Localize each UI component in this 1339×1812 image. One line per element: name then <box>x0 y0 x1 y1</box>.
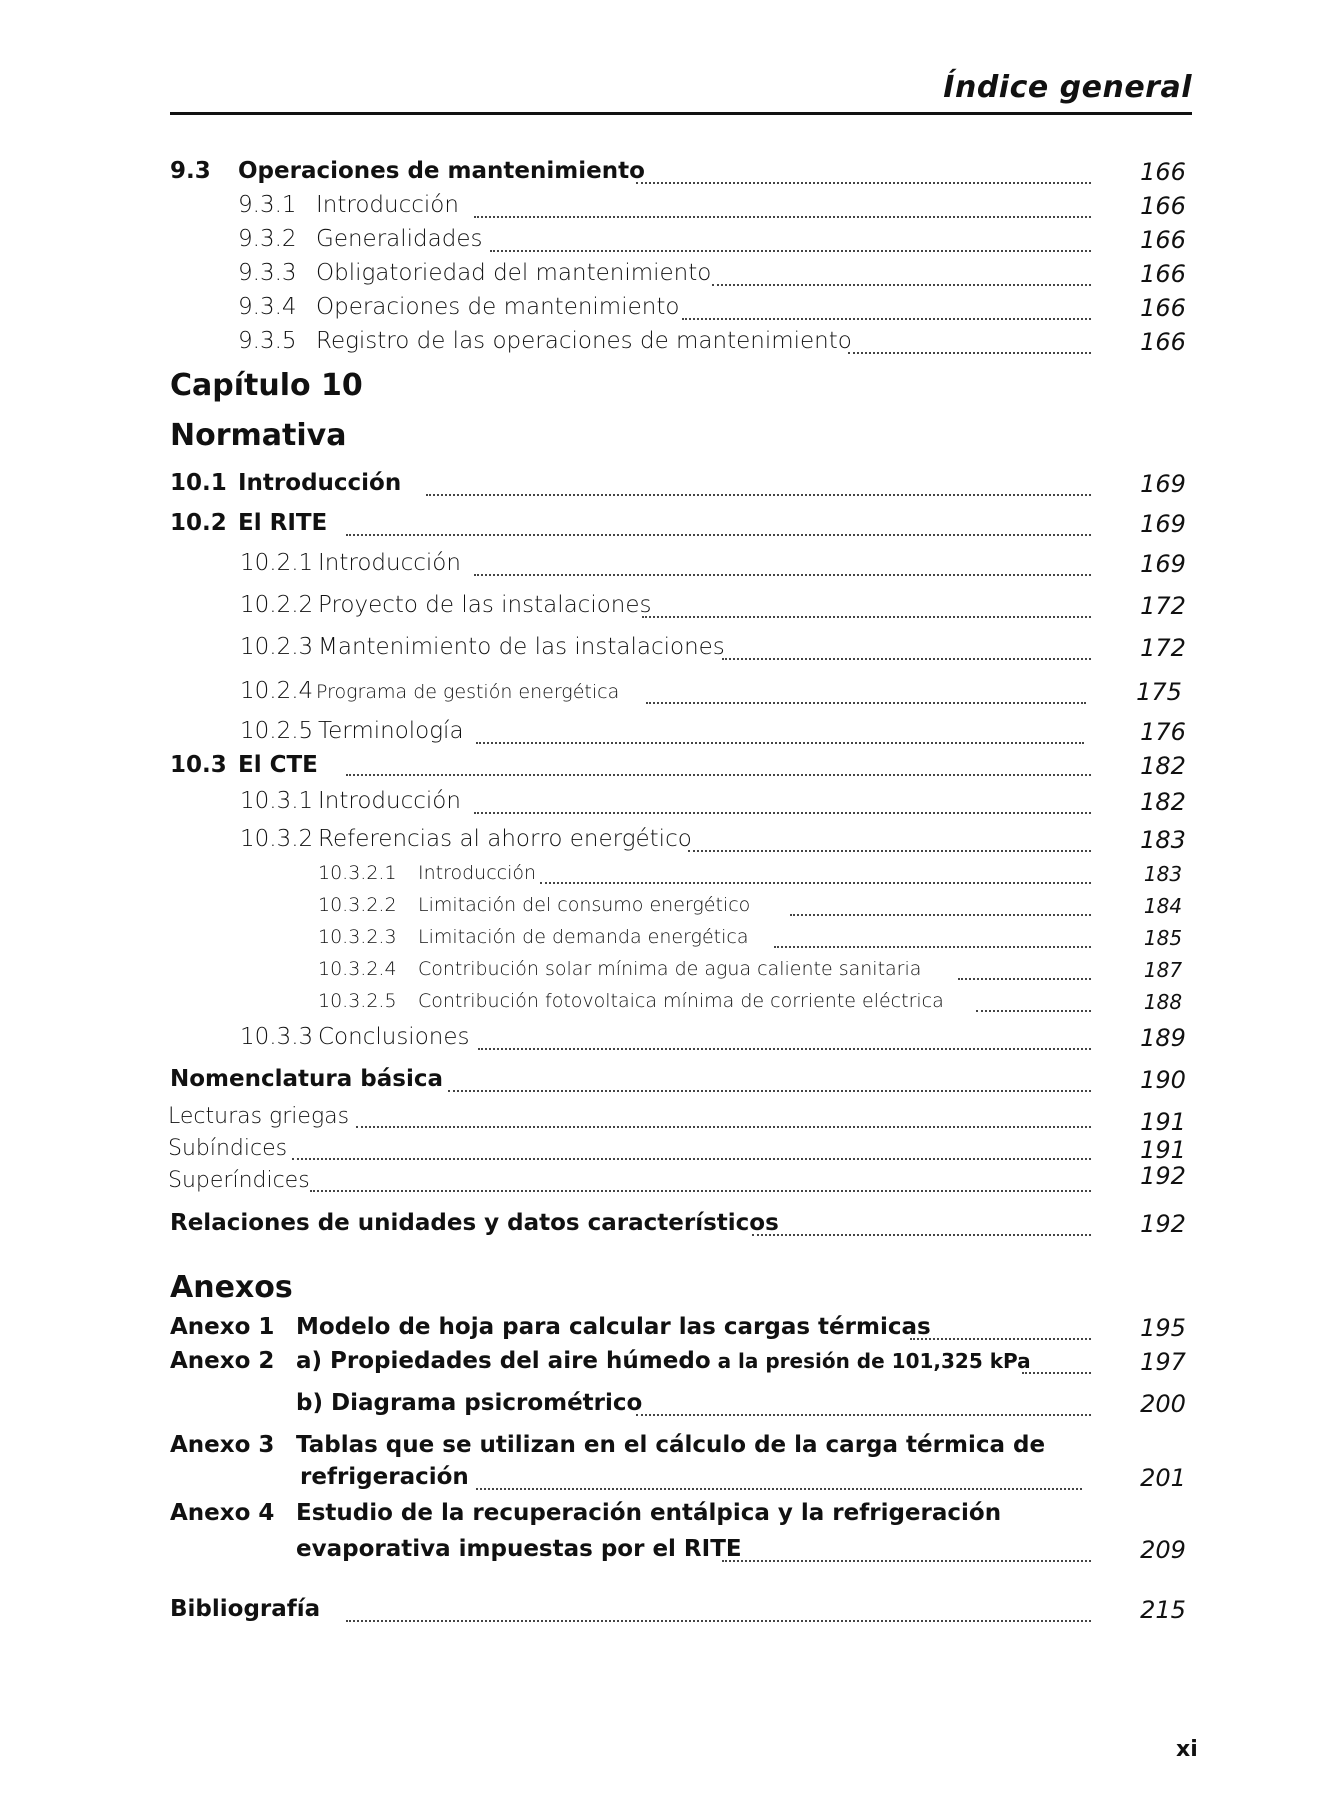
toc-entry-number: 9.3 <box>170 158 211 184</box>
toc-entry-number: 10.3.2 <box>240 826 314 852</box>
toc-entry-superindices[interactable] <box>0 1162 1339 1198</box>
toc-entry-title: Referencias al ahorro energético <box>318 826 692 852</box>
toc-entry-9-3-4[interactable] <box>0 294 1339 324</box>
dot-leader <box>478 1048 1091 1050</box>
dot-leader <box>682 318 1091 320</box>
toc-entry-number: 10.2.4 <box>240 678 314 704</box>
toc-entry-page: 195 <box>1140 1314 1186 1342</box>
toc-entry-title: Registro de las operaciones de mantenimiento <box>316 328 852 354</box>
toc-entry-10-2-2[interactable] <box>0 592 1339 622</box>
toc-entry-10-2-3[interactable] <box>0 634 1339 664</box>
toc-entry-number: 10.2.1 <box>240 550 314 576</box>
toc-entry-title: Conclusiones <box>318 1024 470 1050</box>
dot-leader <box>346 1620 1091 1622</box>
toc-entry-page: 175 <box>1136 678 1182 706</box>
annex-label: Anexo 1 <box>170 1314 275 1340</box>
toc-entry-title: Superíndices <box>168 1168 310 1193</box>
page-number: xi <box>1176 1737 1198 1762</box>
dot-leader <box>910 1338 1091 1340</box>
toc-entry-title: Subíndices <box>168 1136 288 1161</box>
dot-leader <box>976 1010 1091 1012</box>
annex-label: Anexo 3 <box>170 1432 275 1458</box>
dot-leader <box>722 1560 1091 1562</box>
toc-entry-10-3-2-5[interactable] <box>0 990 1339 1020</box>
toc-annex-4[interactable] <box>0 1500 1339 1530</box>
toc-entry-number: 10.3.3 <box>240 1024 314 1050</box>
toc-entry-page: 166 <box>1140 294 1186 322</box>
toc-entry-page: 188 <box>1143 990 1183 1014</box>
dot-leader <box>848 352 1091 354</box>
dot-leader <box>636 182 1091 184</box>
toc-entry-title: Obligatoriedad del mantenimiento <box>316 260 712 286</box>
toc-entry-lecturas-griegas[interactable] <box>0 1104 1339 1134</box>
chapter-label: Capítulo 10 <box>170 368 363 403</box>
toc-entry-title: Generalidades <box>316 226 483 252</box>
dot-leader <box>474 574 1091 576</box>
toc-entry-9-3-2[interactable] <box>0 226 1339 256</box>
toc-entry-10-1[interactable] <box>0 470 1339 500</box>
dot-leader <box>774 946 1091 948</box>
toc-entry-10-2-4[interactable] <box>0 678 1339 708</box>
toc-entry-title: Introducción <box>318 788 461 814</box>
toc-entry-title: Contribución solar mínima de agua caliente sanitaria <box>418 958 922 980</box>
toc-entry-number: 10.2 <box>170 510 227 536</box>
toc-entry-9-3-1[interactable] <box>0 192 1339 222</box>
dot-leader <box>490 250 1091 252</box>
dot-leader <box>958 978 1091 980</box>
toc-entry-number: 10.3.2.5 <box>318 990 397 1012</box>
dot-leader <box>636 1414 1091 1416</box>
dot-leader <box>642 616 1091 618</box>
dot-leader <box>346 774 1091 776</box>
annex-title: Modelo de hoja para calcular las cargas térmicas <box>296 1314 931 1340</box>
dot-leader <box>790 914 1091 916</box>
toc-entry-page: 209 <box>1140 1536 1186 1564</box>
annex-title: a) Propiedades del aire húmedo <box>296 1348 711 1374</box>
toc-entry-10-2-5[interactable] <box>0 718 1339 748</box>
toc-entry-title: Contribución fotovoltaica mínima de corriente eléctrica <box>418 990 944 1012</box>
toc-entry-title: Introducción <box>238 470 402 496</box>
toc-entry-page: 166 <box>1140 226 1186 254</box>
toc-entry-title: Proyecto de las instalaciones <box>318 592 652 618</box>
toc-entry-number: 10.3.2.3 <box>318 926 397 948</box>
dot-leader <box>426 494 1091 496</box>
toc-annex-3[interactable] <box>0 1432 1339 1462</box>
toc-entry-number: 9.3.2 <box>238 226 297 252</box>
annex-title-wrap <box>296 1348 1031 1374</box>
toc-entry-page: 200 <box>1140 1390 1186 1418</box>
toc-entry-title: Mantenimiento de las instalaciones <box>318 634 725 660</box>
toc-entry-10-2[interactable] <box>0 510 1339 540</box>
toc-entry-page: 166 <box>1140 158 1186 186</box>
annex-title: Tablas que se utilizan en el cálculo de la carga térmica de <box>296 1432 1046 1458</box>
toc-annex-2a[interactable] <box>0 1348 1339 1378</box>
toc-entry-page: 183 <box>1140 826 1186 854</box>
toc-entry-page: 182 <box>1140 788 1186 816</box>
toc-entry-page: 201 <box>1140 1464 1186 1492</box>
dot-leader <box>346 534 1091 536</box>
toc-entry-number: 9.3.5 <box>238 328 297 354</box>
toc-entry-page: 169 <box>1140 510 1186 538</box>
dot-leader <box>722 658 1091 660</box>
toc-entry-page: 166 <box>1140 192 1186 220</box>
toc-entry-number: 9.3.1 <box>238 192 297 218</box>
toc-entry-title: Operaciones de mantenimiento <box>238 158 645 184</box>
toc-entry-title: Relaciones de unidades y datos característicos <box>170 1210 779 1236</box>
toc-entry-number: 10.2.5 <box>240 718 314 744</box>
toc-entry-number: 10.2.3 <box>240 634 314 660</box>
toc-entry-number: 10.3.1 <box>240 788 314 814</box>
toc-entry-page: 183 <box>1143 862 1183 886</box>
annex-title-extra: a la presión de 101,325 kPa <box>710 1349 1031 1373</box>
toc-annex-1[interactable] <box>0 1314 1339 1344</box>
dot-leader <box>292 1158 1091 1160</box>
dot-leader <box>712 284 1091 286</box>
toc-entry-bibliografia[interactable] <box>0 1596 1339 1626</box>
toc-entry-10-3-2-3[interactable] <box>0 926 1339 956</box>
annex-label: Anexo 2 <box>170 1348 275 1374</box>
toc-entry-page: 192 <box>1140 1210 1186 1238</box>
dot-leader <box>646 702 1086 704</box>
toc-entry-relaciones[interactable] <box>0 1210 1339 1240</box>
toc-entry-page: 176 <box>1140 718 1186 746</box>
toc-entry-10-3-3[interactable] <box>0 1024 1339 1054</box>
toc-entry-number: 10.1 <box>170 470 227 496</box>
toc-entry-page: 191 <box>1140 1136 1186 1164</box>
dot-leader <box>540 882 1091 884</box>
toc-entry-page: 215 <box>1140 1596 1186 1624</box>
toc-entry-title: Terminología <box>318 718 464 744</box>
toc-entry-10-3-2-4[interactable] <box>0 958 1339 988</box>
annex-title: Estudio de la recuperación entálpica y la refrigeración <box>296 1500 1002 1526</box>
toc-entry-10-2-1[interactable] <box>0 550 1339 580</box>
toc-entry-number: 9.3.4 <box>238 294 297 320</box>
toc-entry-title: El CTE <box>238 752 318 778</box>
toc-entry-number: 9.3.3 <box>238 260 297 286</box>
annex-title: b) Diagrama psicrométrico <box>296 1390 643 1416</box>
toc-entry-9-3-3[interactable] <box>0 260 1339 290</box>
toc-entry-number: 10.3.2.1 <box>318 862 397 884</box>
dot-leader <box>1022 1372 1091 1374</box>
toc-annex-3-line2[interactable] <box>0 1464 1339 1494</box>
dot-leader <box>476 742 1084 744</box>
toc-entry-number: 10.2.2 <box>240 592 314 618</box>
annex-title-line2: evaporativa impuestas por el RITE <box>296 1536 742 1562</box>
toc-entry-10-3-2-2[interactable] <box>0 894 1339 924</box>
toc-entry-10-3-2-1[interactable] <box>0 862 1339 892</box>
page-header <box>170 70 1192 115</box>
annex-label: Anexo 4 <box>170 1500 275 1526</box>
toc-entry-page: 192 <box>1140 1162 1186 1190</box>
toc-entry-10-3[interactable] <box>0 752 1339 782</box>
toc-entry-10-3-1[interactable] <box>0 788 1339 818</box>
toc-entry-title: Introducción <box>316 192 459 218</box>
toc-annex-2b[interactable] <box>0 1390 1339 1420</box>
toc-entry-number: 10.3 <box>170 752 227 778</box>
toc-entry-page: 172 <box>1140 634 1186 662</box>
dot-leader <box>476 1488 1082 1490</box>
dot-leader <box>688 850 1091 852</box>
annexes-heading: Anexos <box>170 1270 293 1305</box>
toc-entry-page: 185 <box>1143 926 1183 950</box>
toc-entry-page: 189 <box>1140 1024 1186 1052</box>
toc-entry-title: Limitación de demanda energética <box>418 926 749 948</box>
toc-entry-nomenclatura[interactable] <box>0 1066 1339 1096</box>
toc-entry-title: Programa de gestión energética <box>316 681 620 703</box>
toc-entry-title: Introducción <box>418 862 537 884</box>
toc-entry-9-3-5[interactable] <box>0 328 1339 358</box>
toc-entry-number: 10.3.2.4 <box>318 958 397 980</box>
dot-leader <box>474 216 1091 218</box>
toc-entry-page: 190 <box>1140 1066 1186 1094</box>
toc-annex-4-line2[interactable] <box>0 1536 1339 1566</box>
toc-entry-page: 187 <box>1143 958 1183 982</box>
page-header-title: Índice general <box>943 70 1192 105</box>
toc-entry-title: Nomenclatura básica <box>170 1066 443 1092</box>
toc-entry-title: Bibliografía <box>170 1596 321 1622</box>
toc-entry-page: 184 <box>1143 894 1183 918</box>
toc-entry-page: 172 <box>1140 592 1186 620</box>
dot-leader <box>474 812 1091 814</box>
dot-leader <box>752 1234 1091 1236</box>
toc-entry-number: 10.3.2.2 <box>318 894 397 916</box>
toc-entry-10-3-2[interactable] <box>0 826 1339 856</box>
toc-entry-title: Operaciones de mantenimiento <box>316 294 680 320</box>
toc-entry-page: 197 <box>1140 1348 1186 1376</box>
dot-leader <box>356 1126 1091 1128</box>
chapter-name: Normativa <box>170 418 347 453</box>
toc-entry-title: Limitación del consumo energético <box>418 894 751 916</box>
annex-title-line2: refrigeración <box>300 1464 469 1490</box>
toc-entry-page: 182 <box>1140 752 1186 780</box>
toc-entry-title: Lecturas griegas <box>168 1104 350 1129</box>
toc-entry-page: 191 <box>1140 1108 1186 1136</box>
toc-entry-page: 166 <box>1140 328 1186 356</box>
toc-entry-title: Introducción <box>318 550 461 576</box>
dot-leader <box>310 1190 1091 1192</box>
toc-entry-page: 169 <box>1140 470 1186 498</box>
dot-leader <box>448 1090 1091 1092</box>
toc-entry-page: 166 <box>1140 260 1186 288</box>
toc-entry-9-3[interactable] <box>0 158 1339 188</box>
toc-entry-page: 169 <box>1140 550 1186 578</box>
toc-entry-title: El RITE <box>238 510 328 536</box>
